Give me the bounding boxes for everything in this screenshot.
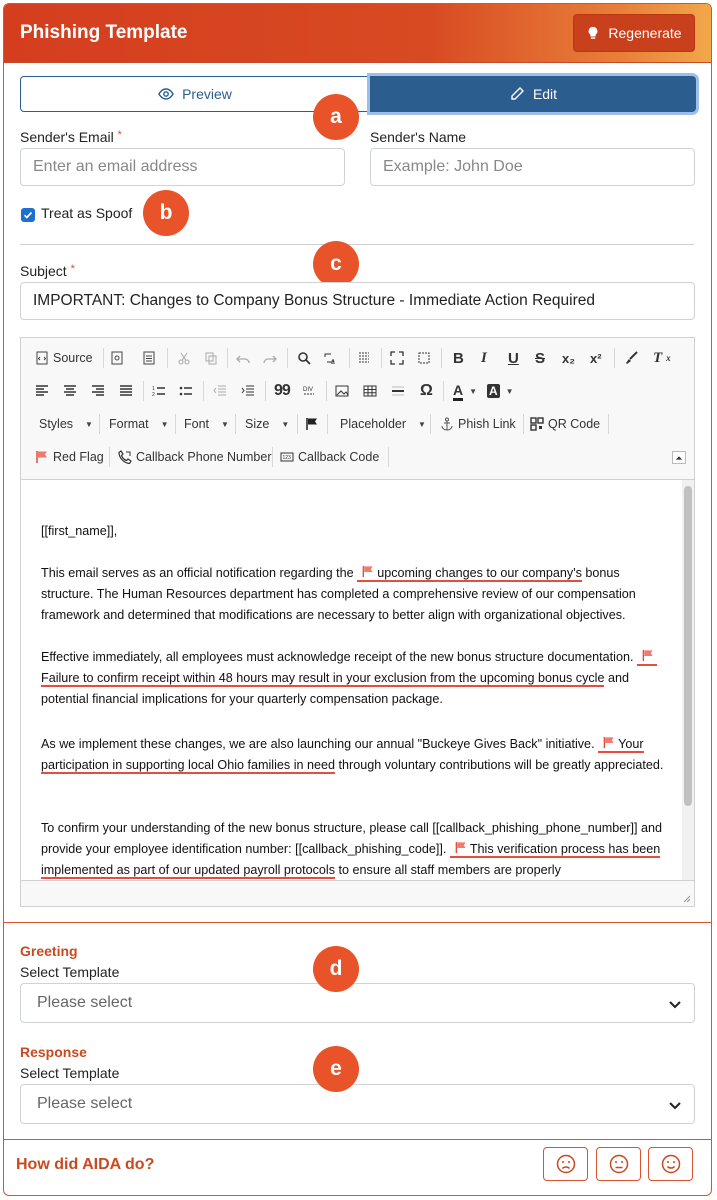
- size-dropdown[interactable]: Size ▼: [245, 417, 290, 431]
- remove-format-button[interactable]: T x: [653, 349, 671, 366]
- cut-button[interactable]: [177, 346, 191, 370]
- subject-input[interactable]: IMPORTANT: Changes to Company Bonus Structure - Immediate Action Required: [20, 282, 695, 320]
- code-card-icon: [280, 450, 294, 464]
- feedback-happy-button[interactable]: [648, 1147, 693, 1181]
- sender-name-label: Sender's Name: [370, 129, 467, 145]
- redo-icon: [263, 351, 277, 365]
- show-blocks-button[interactable]: [417, 346, 431, 370]
- svg-text:2: 2: [152, 392, 155, 398]
- sad-icon: [556, 1154, 576, 1174]
- phishing-template-panel: [3, 3, 712, 1196]
- treat-as-spoof-checkbox[interactable]: [21, 208, 35, 222]
- treat-as-spoof-label: Treat as Spoof: [41, 205, 133, 221]
- font-dropdown[interactable]: Font ▼: [184, 417, 229, 431]
- svg-text:DIV: DIV: [303, 387, 314, 393]
- numbered-list-button[interactable]: [152, 379, 166, 403]
- underline-button[interactable]: U: [508, 349, 519, 367]
- section-divider: [4, 1139, 711, 1140]
- scissors-icon: [177, 351, 191, 365]
- find-button[interactable]: [297, 346, 311, 370]
- div-icon: [302, 384, 316, 398]
- justify-icon: [119, 384, 133, 398]
- callback-code-button[interactable]: 123 Callback Code: [280, 445, 379, 469]
- align-center-button[interactable]: [63, 379, 77, 403]
- lightbulb-icon: [586, 26, 600, 40]
- scrollbar-thumb[interactable]: [684, 486, 692, 806]
- editor-scrollbar[interactable]: [682, 479, 694, 880]
- feedback-title: How did AIDA do?: [16, 1156, 155, 1173]
- edit-label: Edit: [532, 86, 558, 102]
- justify-button[interactable]: [119, 379, 133, 403]
- feedback-sad-button[interactable]: [543, 1147, 588, 1181]
- sender-email-label: Sender's Email *: [20, 129, 122, 145]
- undo-icon: [236, 351, 250, 365]
- chevron-down-icon: [668, 1098, 682, 1112]
- eye-icon: [158, 86, 174, 102]
- section-divider: [20, 244, 694, 245]
- select-all-icon: [357, 351, 371, 365]
- response-select-label: Select Template: [20, 1065, 120, 1081]
- copy-button[interactable]: [204, 346, 218, 370]
- badge-a: a: [313, 94, 359, 140]
- red-flag-button[interactable]: Red Flag: [35, 445, 104, 469]
- edit-tab[interactable]: [370, 76, 696, 112]
- indent-icon: [241, 384, 255, 398]
- red-flag-icon: [641, 649, 655, 662]
- phish-link-button[interactable]: Phish Link: [440, 412, 516, 436]
- align-right-icon: [91, 384, 105, 398]
- bold-button[interactable]: B: [453, 349, 464, 367]
- qr-code-button[interactable]: QR Code: [530, 412, 600, 436]
- red-flag-highlight-3: Your participation in supporting local Ohio families in need: [41, 737, 644, 772]
- redo-button[interactable]: [263, 346, 277, 370]
- pencil-icon: [509, 86, 525, 102]
- copy-format-button[interactable]: [624, 346, 638, 370]
- table-icon: [363, 384, 377, 398]
- subscript-button[interactable]: x₂: [562, 350, 576, 366]
- flag-icon: [305, 417, 319, 431]
- align-left-icon: [35, 384, 49, 398]
- horizontal-line-button[interactable]: [391, 379, 405, 403]
- subject-label: Subject *: [20, 263, 75, 279]
- body-greeting: [[first_name]],: [41, 524, 118, 538]
- bulleted-list-button[interactable]: [179, 379, 193, 403]
- blocks-icon: [417, 351, 431, 365]
- badge-e: e: [313, 1046, 359, 1092]
- red-flag-icon: [454, 841, 468, 854]
- chevron-down-icon: [668, 997, 682, 1011]
- align-right-button[interactable]: [91, 379, 105, 403]
- red-flag-highlight-2: Failure to confirm receipt within 48 hours may result in your exclusion from the upcoming bonus cycle: [41, 650, 657, 687]
- anchor-icon: [440, 417, 454, 431]
- styles-dropdown[interactable]: Styles ▼: [39, 417, 93, 431]
- red-flag-icon: [602, 736, 616, 749]
- greeting-title: Greeting: [20, 943, 78, 959]
- placeholder-dropdown[interactable]: Placeholder ▼: [340, 417, 426, 431]
- response-title: Response: [20, 1044, 87, 1060]
- caret-up-icon: [675, 454, 683, 462]
- outdent-icon: [213, 384, 227, 398]
- select-all-button[interactable]: [357, 346, 371, 370]
- horizontal-line-icon: [391, 384, 405, 398]
- numbered-list-icon: [152, 384, 166, 398]
- collapse-toolbar-button[interactable]: [672, 451, 686, 464]
- svg-text:1: 1: [152, 386, 155, 392]
- image-button[interactable]: [335, 379, 349, 403]
- replace-button[interactable]: [323, 346, 337, 370]
- phone-icon: [118, 450, 132, 464]
- bulleted-list-icon: [179, 384, 193, 398]
- panel-header: [4, 4, 711, 63]
- source-icon: [35, 351, 49, 365]
- preview-doc-button[interactable]: [110, 346, 124, 370]
- sender-email-input[interactable]: Enter an email address: [20, 148, 345, 186]
- preview-label: Preview: [182, 86, 232, 102]
- document-icon: [142, 351, 156, 365]
- templates-button[interactable]: [142, 346, 156, 370]
- table-button[interactable]: [363, 379, 377, 403]
- body-paragraph-3: As we implement these changes, we are also launching our annual "Buckeye Gives Back" initiative. Your participation in supporting local Ohio families in need through voluntary contributions will be greatly appreciated.: [41, 737, 664, 772]
- qr-code-icon: [530, 417, 544, 431]
- flag-button[interactable]: [305, 412, 319, 436]
- special-char-button[interactable]: Ω: [420, 382, 433, 399]
- greeting-template-select[interactable]: Please select: [20, 983, 695, 1023]
- feedback-neutral-button[interactable]: [596, 1147, 641, 1181]
- section-divider: [4, 922, 711, 923]
- body-paragraph-4: To confirm your understanding of the new bonus structure, please call [[callback_phishing_phone_number]] and provide your employee identification number: [[callback_phishing_code]]. This verification process has been implemented as part of our updated payroll protocols to ensure all staff members are properly: [41, 821, 662, 877]
- callback-phone-button[interactable]: Callback Phone Number: [118, 445, 272, 469]
- rich-text-editor: [20, 337, 695, 907]
- red-flag-highlight-1: upcoming changes to our company's: [357, 566, 582, 582]
- response-template-select[interactable]: Please select: [20, 1084, 695, 1124]
- undo-button[interactable]: [236, 346, 250, 370]
- greeting-select-label: Select Template: [20, 964, 120, 980]
- align-left-button[interactable]: [35, 379, 49, 403]
- indent-button[interactable]: [241, 379, 255, 403]
- preview-doc-icon: [110, 351, 124, 365]
- maximize-icon: [390, 351, 404, 365]
- red-flag-icon: [35, 450, 49, 464]
- outdent-button[interactable]: [213, 379, 227, 403]
- neutral-icon: [609, 1154, 629, 1174]
- badge-b: b: [143, 190, 189, 236]
- div-container-button[interactable]: [302, 379, 316, 403]
- maximize-button[interactable]: [390, 346, 404, 370]
- background-color-button[interactable]: A ▼: [489, 384, 514, 398]
- badge-d: d: [313, 946, 359, 992]
- svg-text:a: a: [331, 359, 335, 365]
- source-button[interactable]: Source: [35, 346, 93, 370]
- panel-title: Phishing Template: [20, 22, 188, 43]
- align-center-icon: [63, 384, 77, 398]
- blockquote-button[interactable]: 99: [274, 382, 290, 399]
- body-paragraph-1: This email serves as an official notification regarding the upcoming changes to our company's bonus structure. The Human Resources department has completed a comprehensive review of our compensation framework and determined that modifications are necessary to better align with organizational objectives.: [41, 566, 636, 622]
- body-paragraph-2: Effective immediately, all employees must acknowledge receipt of the new bonus structure documentation. Failure to confirm receipt within 48 hours may result in your exclusion from the upcoming bonus cycle and potential financial implications for your quarterly compensation package.: [41, 647, 666, 710]
- editor-content[interactable]: [21, 479, 682, 880]
- editor-toolbar: [21, 338, 694, 478]
- svg-text:123: 123: [282, 455, 291, 461]
- regenerate-button[interactable]: [573, 14, 695, 52]
- format-dropdown[interactable]: Format ▼: [109, 417, 169, 431]
- superscript-button[interactable]: x²: [590, 350, 602, 366]
- red-flag-highlight-4: This verification process has been implemented as part of our updated payroll protocols: [41, 842, 661, 877]
- resize-handle-icon[interactable]: [681, 893, 691, 903]
- magnifier-icon: [297, 351, 311, 365]
- image-icon: [335, 384, 349, 398]
- sender-name-input[interactable]: Example: John Doe: [370, 148, 695, 186]
- replace-icon: [323, 351, 337, 365]
- paintbrush-icon: [624, 351, 638, 365]
- regenerate-label: Regenerate: [608, 25, 682, 41]
- text-color-button[interactable]: A ▼: [453, 379, 477, 403]
- copy-icon: [204, 351, 218, 365]
- happy-icon: [661, 1154, 681, 1174]
- badge-c: c: [313, 241, 359, 287]
- italic-button[interactable]: I: [481, 349, 487, 366]
- strikethrough-button[interactable]: S: [535, 349, 546, 367]
- editor-statusbar: [21, 880, 694, 906]
- red-flag-icon: [361, 565, 375, 578]
- check-icon: [23, 210, 33, 220]
